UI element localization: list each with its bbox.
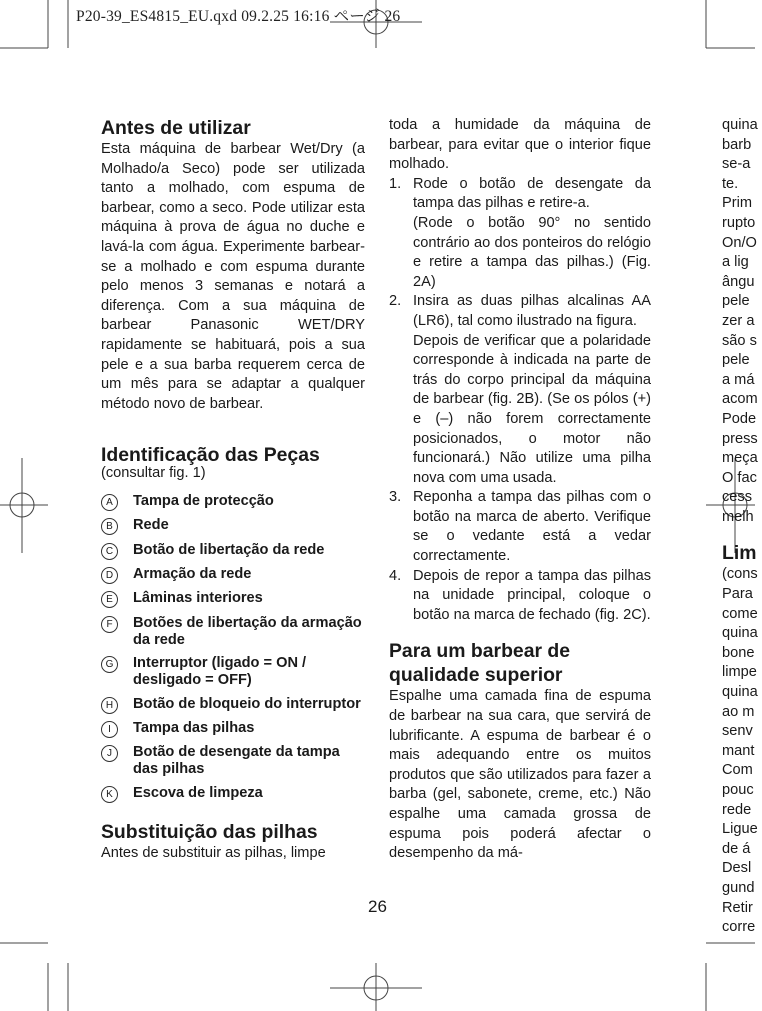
part-letter-badge: K bbox=[101, 786, 118, 803]
cutoff-line: são s bbox=[722, 332, 757, 349]
cutoff-line: bone bbox=[722, 644, 755, 661]
cutoff-line: pele bbox=[722, 352, 750, 369]
step-number: 4. bbox=[389, 567, 402, 584]
part-label: Botão de desengate da tampa das pilhas bbox=[133, 744, 340, 778]
heading-barbear-qualidade: Para um barbear de qualidade superior bbox=[389, 640, 571, 687]
cutoff-line bbox=[722, 527, 762, 541]
cutoff-line: O fac bbox=[722, 469, 757, 486]
battery-steps bbox=[389, 175, 651, 626]
step-item bbox=[389, 567, 651, 626]
part-label: Interruptor (ligado = ON / desligado = OFF) bbox=[133, 655, 307, 689]
heading-identificacao-pecas: Identificação das Peças bbox=[101, 444, 320, 467]
paragraph-substituicao-pilhas: Antes de substituir as pilhas, limpe bbox=[101, 845, 326, 862]
parts-figure-reference: (consultar fig. 1) bbox=[101, 465, 206, 482]
part-label: Botões de libertação da armação da rede bbox=[133, 614, 362, 648]
cutoff-line: ângu bbox=[722, 273, 755, 290]
part-item bbox=[101, 516, 365, 535]
part-item bbox=[101, 565, 365, 584]
parts-list bbox=[101, 492, 365, 803]
part-item bbox=[101, 589, 365, 608]
column-left bbox=[101, 116, 365, 864]
part-item bbox=[101, 719, 365, 738]
part-letter-badge: G bbox=[101, 656, 118, 673]
cutoff-line: Pode bbox=[722, 410, 757, 427]
cutoff-line: ao m bbox=[722, 703, 755, 720]
step-item bbox=[389, 488, 651, 566]
part-label: Botão de libertação da rede bbox=[133, 541, 325, 558]
cutoff-line: limpe bbox=[722, 664, 757, 681]
part-letter-badge: F bbox=[101, 616, 118, 633]
cutoff-line: meça bbox=[722, 450, 758, 467]
step-extra: (Rode o botão 90° no sentido contrário ao dos ponteiros do relógio e retire a tampa das pilhas.) (Fig. 2A) bbox=[413, 214, 651, 290]
part-label: Escova de limpeza bbox=[133, 784, 263, 801]
part-label: Tampa de protecção bbox=[133, 492, 274, 509]
cutoff-line: zer a bbox=[722, 312, 755, 329]
cutoff-line: te. bbox=[722, 175, 739, 192]
cutoff-line: quina bbox=[722, 625, 758, 642]
step-number: 1. bbox=[389, 175, 402, 192]
column-middle bbox=[389, 116, 651, 864]
part-item bbox=[101, 654, 365, 689]
part-item bbox=[101, 614, 365, 649]
cutoff-line: a lig bbox=[722, 254, 749, 271]
cutoff-line: come bbox=[722, 605, 758, 622]
paragraph-antes-de-utilizar: Esta máquina de barbear Wet/Dry (a Molhado/a Seco) pode ser utilizada tanto a molhado, com espuma de barbear, como a seco. Pode utilizar esta máquina à prova de água no duche e lavá-la com água. Experimente barbear-se a molhado e com espuma durante pelo menos 3 semanas e notará a diferença. Com a sua máquina de barbear Panasonic WET/DRY rapidamente se habituará, pois a sua pele e a sua barba requerem cerca de um mês para se adaptar a qualquer método novo de barbear. bbox=[101, 141, 365, 412]
part-item bbox=[101, 743, 365, 778]
heading-antes-de-utilizar: Antes de utilizar bbox=[101, 117, 251, 139]
cutoff-line: press bbox=[722, 430, 758, 447]
part-letter-badge: J bbox=[101, 745, 118, 762]
step-extra: Depois de verificar que a polaridade corresponde à indicada na parte de trás do corpo principal da máquina de barbear (fig. 2B). (Se os pólos (+) e (–) não forem correctamente posicionados, o motor não funcionará.) Não utilize uma pilha nova com uma usada. bbox=[413, 332, 651, 486]
part-letter-badge: H bbox=[101, 697, 118, 714]
part-label: Tampa das pilhas bbox=[133, 720, 255, 737]
cutoff-line: Com bbox=[722, 762, 753, 779]
cutoff-line: cess bbox=[722, 489, 753, 506]
part-letter-badge: B bbox=[101, 518, 118, 535]
part-label: Armação da rede bbox=[133, 566, 252, 583]
page-number: 26 bbox=[368, 897, 387, 916]
cutoff-line: quina bbox=[722, 117, 758, 133]
part-item bbox=[101, 492, 365, 511]
step-text: Rode o botão de desengate da tampa das pilhas e retire-a. bbox=[413, 175, 651, 212]
print-header: P20-39_ES4815_EU.qxd 09.2.25 16:16 ページ 26 bbox=[76, 8, 401, 25]
part-letter-badge: A bbox=[101, 494, 118, 511]
cutoff-line: de á bbox=[722, 840, 751, 857]
part-letter-badge: D bbox=[101, 567, 118, 584]
part-letter-badge: C bbox=[101, 543, 118, 560]
step-item bbox=[389, 292, 651, 488]
cutoff-line: Desl bbox=[722, 860, 752, 877]
cutoff-line: se-a bbox=[722, 156, 751, 173]
part-label: Botão de bloqueio do interruptor bbox=[133, 695, 361, 712]
cutoff-line: Para bbox=[722, 586, 753, 603]
column-right-cutoff bbox=[722, 116, 762, 936]
cutoff-line: rupto bbox=[722, 214, 756, 231]
cutoff-line: acom bbox=[722, 391, 758, 408]
cutoff-line: quina bbox=[722, 684, 758, 701]
cutoff-line: On/O bbox=[722, 234, 757, 251]
cutoff-line: gund bbox=[722, 879, 755, 896]
cutoff-line: Ligue bbox=[722, 821, 758, 838]
cutoff-line: Prim bbox=[722, 195, 752, 212]
part-letter-badge: I bbox=[101, 721, 118, 738]
paragraph-barbear-qualidade: Espalhe uma camada fina de espuma de barbear na sua cara, que servirá de lubrificante. A espuma de barbear é o mais adequando entre os muitos produtos que são utilizados para fazer a barba (gel, sabonete, creme, etc.) Não espalhe uma camada grossa de espuma pois poderá afectar o desempenho da má- bbox=[389, 688, 651, 862]
cutoff-line: pouc bbox=[722, 782, 754, 798]
step-text: Reponha a tampa das pilhas com o botão na marca de aberto. Verifique se o vedante está a vedar correctamente. bbox=[413, 489, 651, 565]
part-label: Rede bbox=[133, 517, 169, 534]
part-label: Lâminas interiores bbox=[133, 590, 263, 607]
part-item bbox=[101, 784, 365, 803]
part-letter-badge: E bbox=[101, 591, 118, 608]
cutoff-line: pele bbox=[722, 293, 750, 310]
cutoff-line: Lim bbox=[722, 542, 757, 565]
cutoff-line: rede bbox=[722, 801, 752, 818]
cutoff-line: barb bbox=[722, 136, 752, 153]
cutoff-line: (cons bbox=[722, 566, 758, 583]
cutoff-line: corre bbox=[722, 919, 756, 936]
cutoff-line: senv bbox=[722, 723, 753, 740]
part-item bbox=[101, 695, 365, 714]
step-item bbox=[389, 175, 651, 293]
step-text: Insira as duas pilhas alcalinas AA (LR6), tal como ilustrado na figura. bbox=[413, 293, 651, 329]
cutoff-line: mant bbox=[722, 742, 755, 759]
paragraph-intro-humidade: toda a humidade da máquina de barbear, para evitar que o interior fique molhado. bbox=[389, 117, 651, 173]
step-number: 2. bbox=[389, 293, 402, 310]
step-number: 3. bbox=[389, 489, 402, 506]
cutoff-line: melh bbox=[722, 508, 754, 525]
cutoff-line: Retir bbox=[722, 899, 753, 916]
heading-substituicao-pilhas: Substituição das pilhas bbox=[101, 821, 318, 844]
step-text: Depois de repor a tampa das pilhas na unidade principal, coloque o botão na marca de fechado (fig. 2C). bbox=[413, 567, 651, 623]
part-item bbox=[101, 541, 365, 560]
cutoff-line: a má bbox=[722, 371, 755, 388]
